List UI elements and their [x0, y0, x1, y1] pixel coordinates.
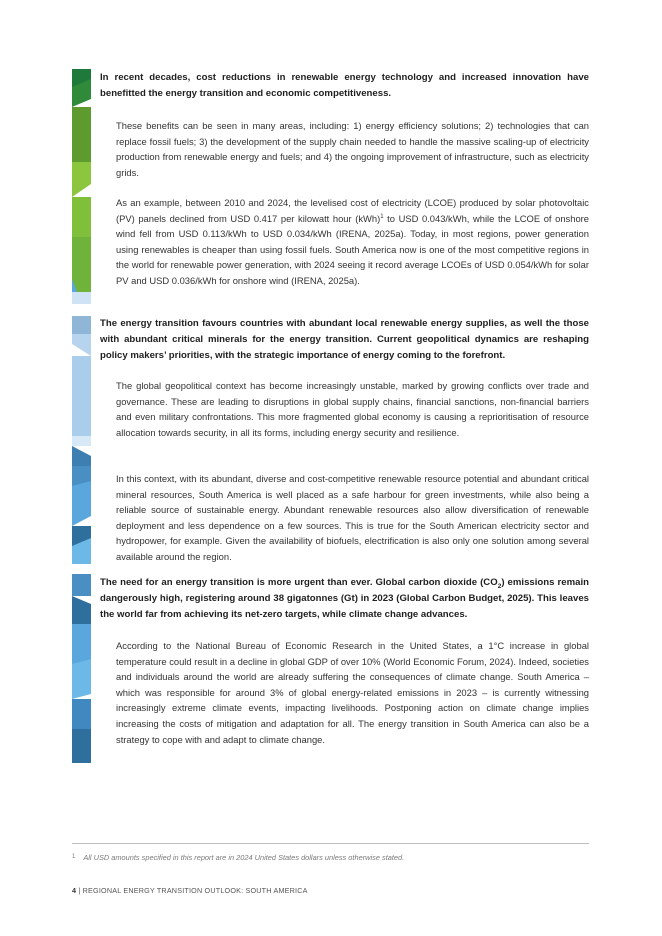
section1-paragraph-2: As an example, between 2010 and 2024, the levelised cost of electricity (LCOE) produced by solar photovoltaic (PV) panels declined from USD 0.417 per kilowatt hour (kWh)$^1$ to USD 0.043/kWh, while the LCOE of onshore wind fell from USD 0.113/kWh to USD 0.034/kWh (IRENA, 2025a). Today, in most regions, power generation using renewables is cheaper than using fossil fuels. South America now is one of the most competitive regions in the world for renewable power generation, with 2024 seeing it record average LCOEs of USD 0.054/kWh for solar PV and USD 0.036/kWh for onshore wind (IRENA, 2025a).	[116, 197, 589, 286]
section1-lead: In recent decades, cost reductions in renewable energy technology and increased innovation have benefitted the energy transition and economic competitiveness.	[100, 72, 589, 100]
section1-paragraph-1: These benefits can be seen in many areas, including: 1) energy efficiency solutions; 2) technologies that can replace fossil fuels; 3) the development of the supply chain needed to handle the massive scaling-up of electricity production from renewable energy and fuels; and 4) the ongoing improvement of infrastructure, such as electricity grids.	[116, 120, 589, 178]
section3-paragraph-1: According to the National Bureau of Economic Research in the United States, a 1°C increase in global temperature could result in a decline in global GDP of over 10% (World Economic Forum, 2024). Indeed, societies and individuals around the world are already suffering the consequences of climate change. South America – which was responsible for around 3% of global energy-related emissions in 2023 – is currently witnessing increasingly extreme climate events, impacting livelihoods. Postponing action on climate change implies increasing the costs of mitigation and adaptation for all. The energy transition in South America can also be a strategy to cope with and adapt to climate change.	[116, 640, 589, 745]
section3-lead: The need for an energy transition is more urgent than ever. Global carbon dioxide $(CO_2)$ emissions remain dangerously high, registering around 38 gigatonnes (Gt) in 2023 (Global Carbon Budget, 2025). This leaves the world far from achieving its net-zero targets, while climate change advances.	[100, 577, 589, 621]
footnote-text: All USD amounts specified in this report are in 2024 United States dollars unless otherwise stated.	[83, 853, 405, 862]
section3-color-bar	[72, 574, 91, 763]
report-title: REGIONAL ENERGY TRANSITION OUTLOOK: SOUTH AMERICA	[82, 886, 308, 895]
footnote-ref[interactable]: 1	[380, 213, 384, 220]
page-footer	[72, 886, 308, 895]
section1-color-bar	[72, 69, 91, 304]
section2-paragraph-1: The global geopolitical context has become increasingly unstable, marked by growing conflicts over trade and governance. These are leading to disruptions in global supply chains, financial sanctions, non-financial barriers and even military confrontations. This more fragmented global economy is causing a reprioritisation of resource allocation towards security, in all its forms, including energy security and resilience.	[116, 380, 589, 438]
section2-color-bar	[72, 316, 91, 564]
footer-separator: |	[76, 886, 83, 895]
section2-lead: The energy transition favours countries with abundant local renewable energy supplies, as well the those with abundant critical minerals for the energy transition. Current geopolitical dynamics are reshaping policy makers’ priorities, with the strategic importance of energy coming to the forefront.	[100, 318, 589, 362]
page-number: 4	[72, 886, 77, 895]
footnote	[72, 852, 589, 863]
footnote-divider	[72, 843, 589, 844]
footnote-number: 1	[72, 854, 76, 860]
section2-paragraph-2: In this context, with its abundant, diverse and cost-competitive renewable resource potential and abundant critical mineral resources, South America is well placed as a safe harbour for green investments, while also being a reliable source of sustainable energy. Abundant renewable resources also allow diversification of renewable deployment and less dependence on a few sources. This is true for the South American electricity sector and hydropower, for example. Given the availability of biofuels, electrification is also only one solution among several available around the region.	[116, 473, 589, 562]
